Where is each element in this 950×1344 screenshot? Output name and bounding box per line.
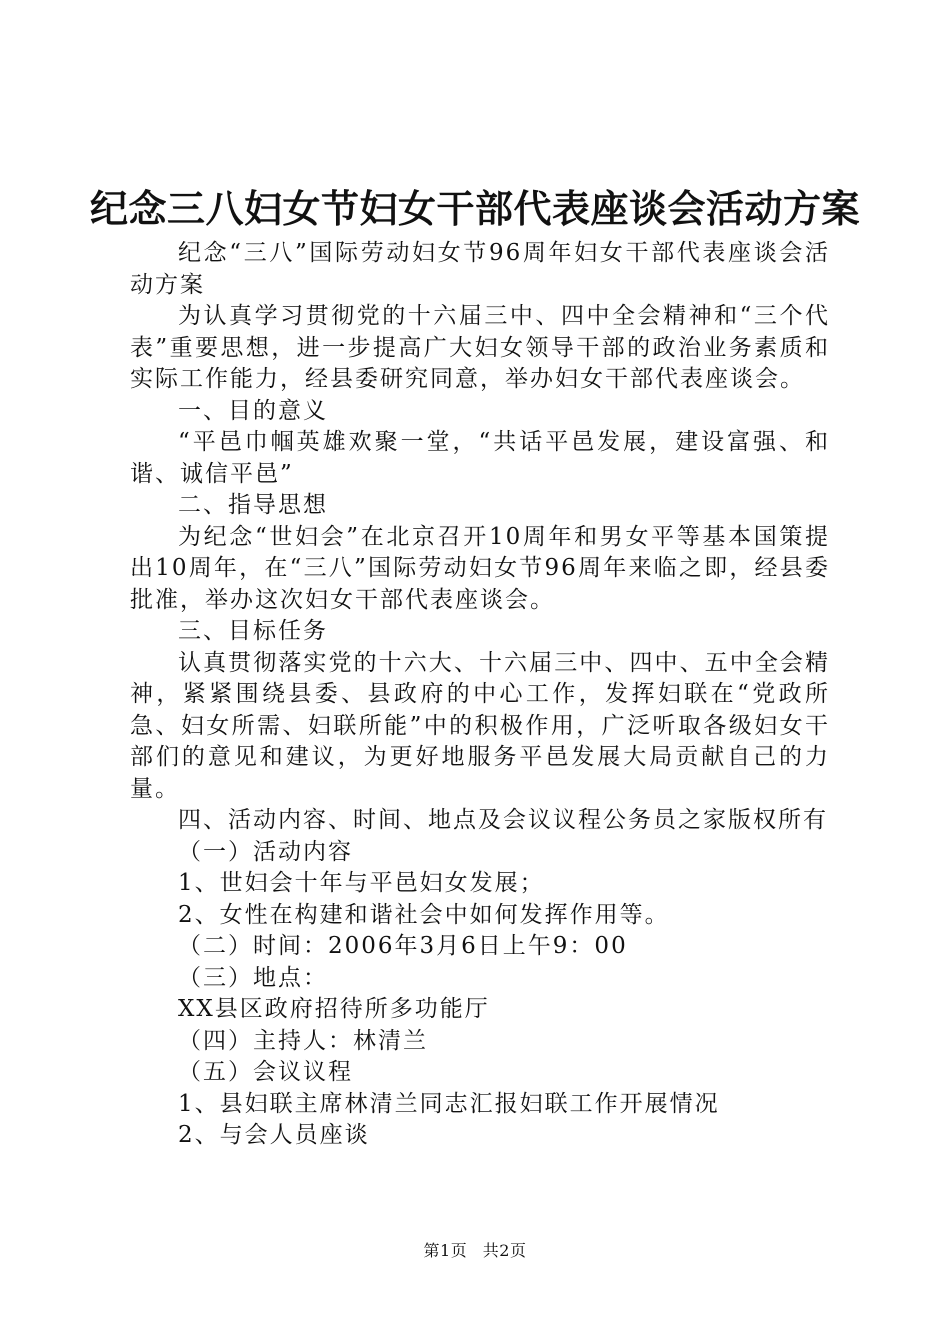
subheading-time: （二）时间：2006年3月6日上午9：00 [178, 933, 628, 959]
list-item: 1、世妇会十年与平邑妇女发展； [178, 870, 545, 896]
list-item: 2、女性在构建和谐社会中如何发挥作用等。 [178, 901, 670, 928]
page-footer [0, 1240, 950, 1262]
location-value: XX县区政府招待所多功能厅 [178, 996, 490, 1022]
subheading-host: （四）主持人：林清兰 [178, 1027, 428, 1054]
section-heading-goals: 三、目标任务 [178, 618, 328, 644]
paragraph-purpose: “平邑巾帼英雄欢聚一堂，“共话平邑发展，建设富强、和谐、诚信平邑” [130, 429, 830, 487]
paragraph-subtitle: 纪念“三八”国际劳动妇女节96周年妇女干部代表座谈会活动方案 [130, 240, 830, 298]
subheading-location: （三）地点： [178, 964, 328, 991]
paragraph-guidance: 为纪念“世妇会”在北京召开10周年和男女平等基本国策提出10周年，在“三八”国际劳动妇女节96周年来临之即，经县委批准，举办这次妇女干部代表座谈会。 [130, 523, 830, 613]
page-total: 共2页 [482, 1241, 527, 1260]
section-heading-guidance: 二、指导思想 [178, 492, 328, 518]
document-title: 纪念三八妇女节妇女干部代表座谈会活动方案 [89, 186, 860, 231]
subheading-content: （一）活动内容 [178, 838, 353, 865]
page-number: 第1页 [423, 1241, 468, 1260]
section-heading-purpose: 一、目的意义 [178, 397, 328, 424]
section-heading-activities: 四、活动内容、时间、地点及会议议程公务员之家版权所有 [178, 807, 828, 833]
paragraph-goals: 认真贯彻落实党的十六大、十六届三中、四中、五中全会精神，紧紧围绕县委、县政府的中心工作，发挥妇联在“党政所急、妇女所需、妇联所能”中的积极作用，广泛听取各级妇女干部们的意见和建议，为更好地服务平邑发展大局贡献自己的力量。 [130, 649, 830, 802]
list-item: 1、县妇联主席林清兰同志汇报妇联工作开展情况 [178, 1090, 720, 1117]
list-item: 2、与会人员座谈 [178, 1122, 370, 1148]
subheading-agenda: （五）会议议程 [178, 1059, 353, 1085]
document-body [130, 238, 830, 1152]
paragraph-intro: 为认真学习贯彻党的十六届三中、四中全会精神和“三个代表”重要思想，进一步提高广大妇女领导干部的政治业务素质和实际工作能力，经县委研究同意，举办妇女干部代表座谈会。 [130, 303, 830, 392]
